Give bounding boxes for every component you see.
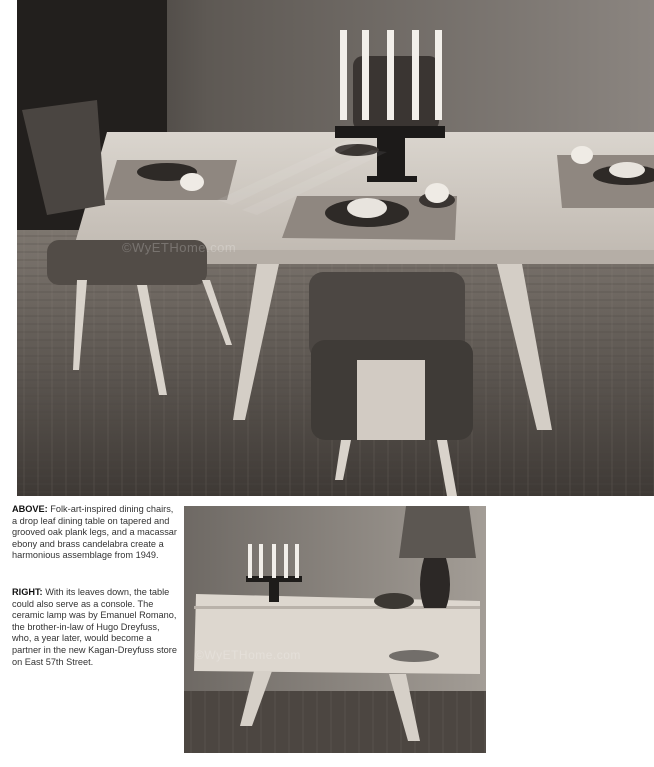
dining-room-photo: [17, 0, 654, 496]
console-table-photo: [184, 506, 486, 753]
caption-right: [12, 587, 180, 668]
caption-above: [12, 504, 180, 562]
dining-room-photo-art: [17, 0, 654, 496]
caption-right-text: With its leaves down, the table could also serve as a console. The ceramic lamp was by Emanuel Romano, the brother-in-law of Hugo Dreyfuss, who, a year later, would become a partner in the new Kagan-Dreyfuss store on East 57th Street.: [12, 587, 177, 667]
caption-above-text: Folk-art-inspired dining chairs, a drop leaf dining table on tapered and grooved oak plank legs, and a macassar ebony and brass candelabra create a harmonious assemblage from 1949.: [12, 504, 177, 561]
console-table-photo-art: [184, 506, 486, 753]
watermark-bottom: ©WyETHome.com: [195, 648, 301, 662]
caption-right-label: RIGHT:: [12, 587, 43, 597]
caption-above-label: ABOVE:: [12, 504, 48, 514]
watermark-top: ©WyETHome.com: [122, 240, 237, 255]
